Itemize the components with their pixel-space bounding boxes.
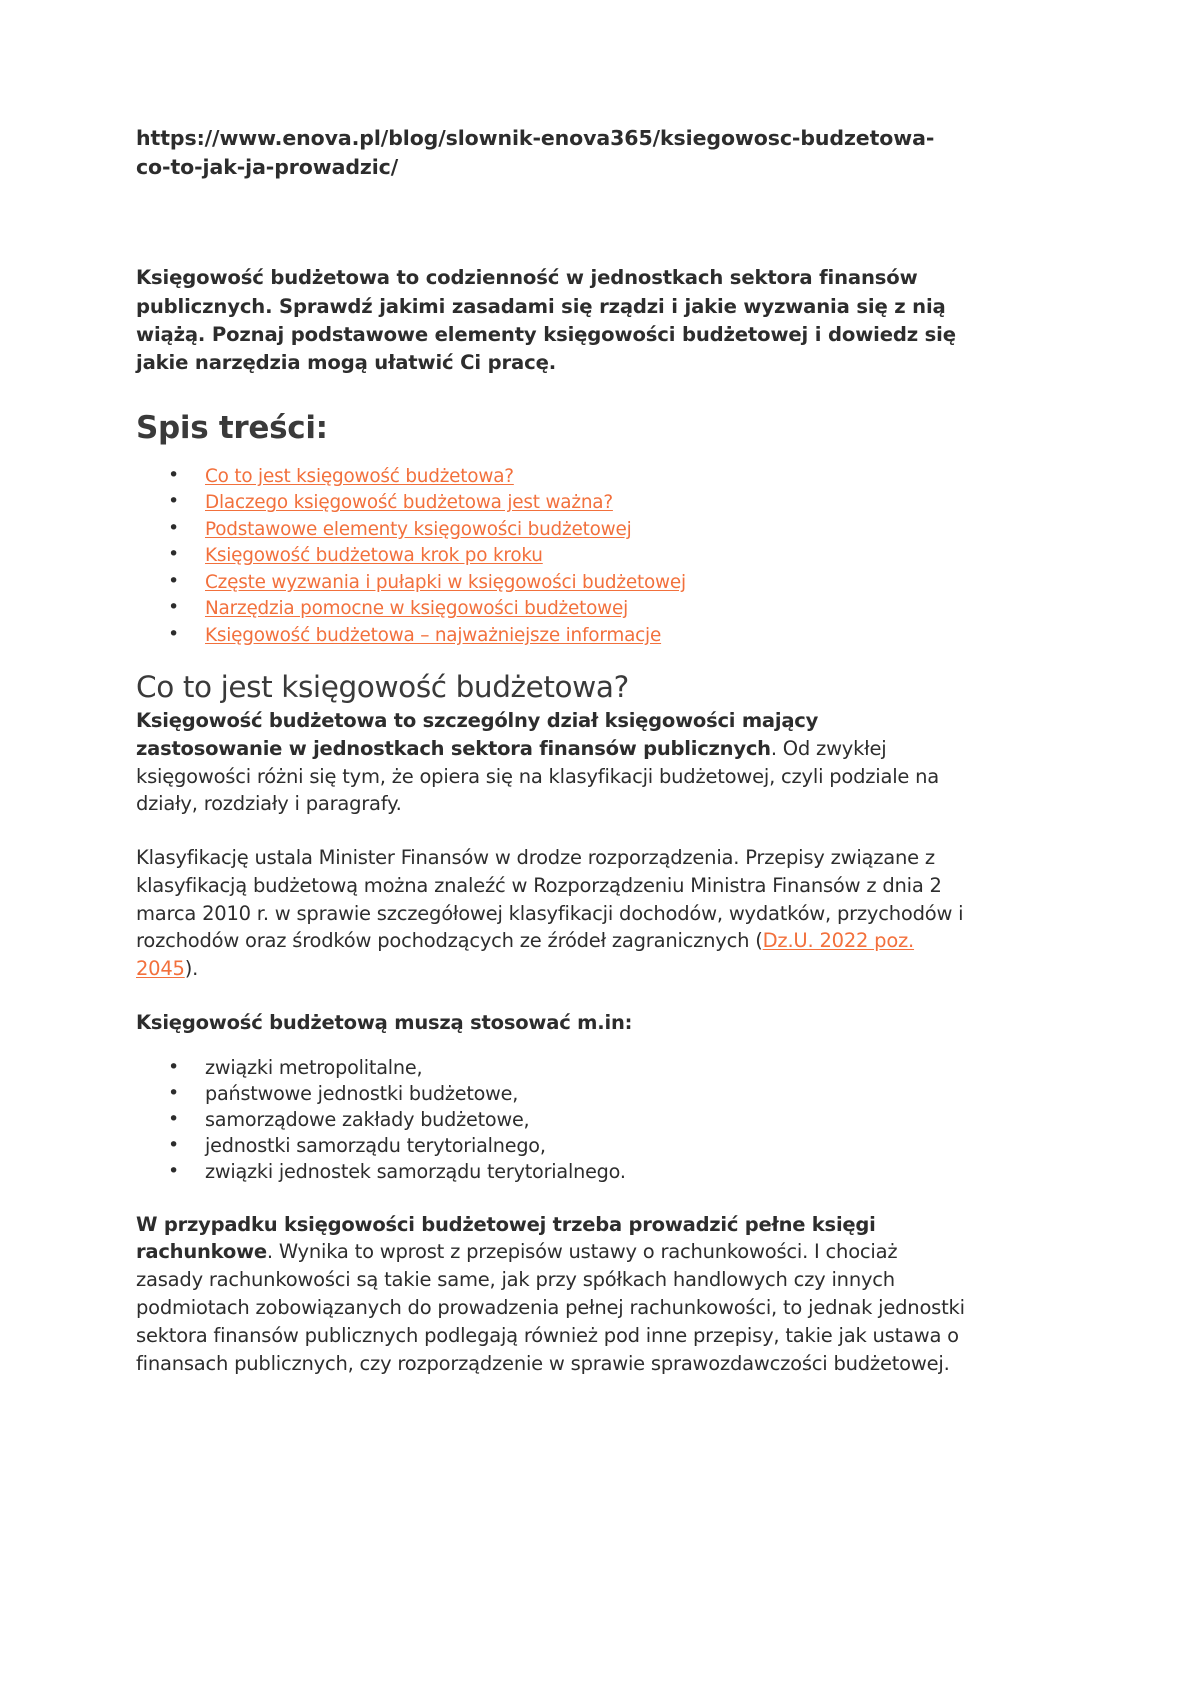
section-heading-what-is: Co to jest księgowość budżetowa? bbox=[136, 670, 629, 705]
list-item: • jednostki samorządu terytorialnego, bbox=[168, 1133, 966, 1159]
emphasis-text: W przypadku księgowości budżetowej trzeba prowadzić pełne księgi rachunkowe bbox=[136, 1212, 876, 1264]
paragraph-text: Klasyfikację ustala Minister Finansów w drodze rozporządzenia. Przepisy związane z klasyfikacją budżetową można znaleźć w Rozporządzeniu Ministra Finansów z dnia 2 marca 2010 r. w sprawie szczegółowej klasyfikacji dochodów, wydatków, przychodów i rozchodów oraz środków pochodzących ze źródeł zagranicznych ( bbox=[136, 846, 964, 953]
list-item: • samorządowe zakłady budżetowe, bbox=[168, 1107, 966, 1133]
toc-link-6[interactable]: Narzędzia pomocne w księgowości budżetowej bbox=[205, 598, 629, 620]
section-paragraph-2 bbox=[136, 844, 966, 983]
toc-link-5[interactable]: Częste wyzwania i pułapki w księgowości budżetowej bbox=[205, 571, 686, 593]
toc-link-1[interactable]: Co to jest księgowość budżetowa? bbox=[205, 465, 514, 487]
legal-reference-link[interactable]: Dz.U. 2022 poz. 2045 bbox=[136, 929, 915, 981]
list-item bbox=[168, 490, 966, 516]
list-item bbox=[168, 543, 966, 569]
list-item: • związki jednostek samorządu terytorialnego. bbox=[168, 1159, 966, 1185]
list-item: • państwowe jednostki budżetowe, bbox=[168, 1081, 966, 1107]
list-item: • związki metropolitalne, bbox=[168, 1055, 966, 1081]
toc-link-7[interactable]: Księgowość budżetowa – najważniejsze informacje bbox=[205, 624, 662, 646]
list-item bbox=[168, 517, 966, 543]
section-paragraph-1 bbox=[136, 707, 966, 818]
toc-link-2[interactable]: Dlaczego księgowość budżetowa jest ważna? bbox=[205, 492, 613, 514]
table-of-contents-list bbox=[136, 464, 966, 649]
toc-link-4[interactable]: Księgowość budżetowa krok po kroku bbox=[205, 545, 543, 567]
list-item bbox=[168, 596, 966, 622]
document-content bbox=[136, 124, 966, 1377]
source-url: https://www.enova.pl/blog/slownik-enova365/ksiegowosc-budzetowa-co-to-jak-ja-prowadzic/ bbox=[136, 126, 935, 180]
list-item bbox=[168, 570, 966, 596]
paragraph-text: . Od zwykłej księgowości różni się tym, że opiera się na klasyfikacji budżetowej, czyli podziale na działy, rozdziały i paragrafy. bbox=[136, 736, 940, 816]
paragraph-text: ). bbox=[184, 957, 199, 981]
list-item bbox=[168, 623, 966, 649]
lead-paragraph: Księgowość budżetowa to codzienność w jednostkach sektora finansów publicznych. Sprawdź jakimi zasadami się rządzi i jakie wyzwania się z nią wiążą. Poznaj podstawowe elementy księgowości budżetowej i dowiedz się jakie narzędzia mogą ułatwić Ci pracę. bbox=[136, 266, 956, 375]
paragraph-text: . Wynika to wprost z przepisów ustawy o rachunkowości. I chociaż zasady rachunkowości są takie same, jak przy spółkach handlowych czy innych podmiotach zobowiązanych do prowadzenia pełnej rachunkowości, to jednak jednostki sektora finansów publicznych podlegają również pod inne przepisy, takie jak ustawa o finansach publicznych, czy rozporządzenie w sprawie sprawozdawczości budżetowej. bbox=[136, 1240, 965, 1375]
list-item bbox=[168, 464, 966, 490]
table-of-contents-title: Spis treści: bbox=[136, 410, 328, 447]
must-apply-list bbox=[136, 1055, 966, 1185]
toc-link-3[interactable]: Podstawowe elementy księgowości budżetowej bbox=[205, 518, 632, 540]
must-apply-heading: Księgowość budżetową muszą stosować m.in: bbox=[136, 1010, 633, 1034]
spacer bbox=[136, 182, 966, 264]
section-paragraph-3 bbox=[136, 1211, 966, 1378]
emphasis-text: Księgowość budżetowa to szczególny dział księgowości mający zastosowanie w jednostkach sektora finansów publicznych bbox=[136, 708, 819, 760]
